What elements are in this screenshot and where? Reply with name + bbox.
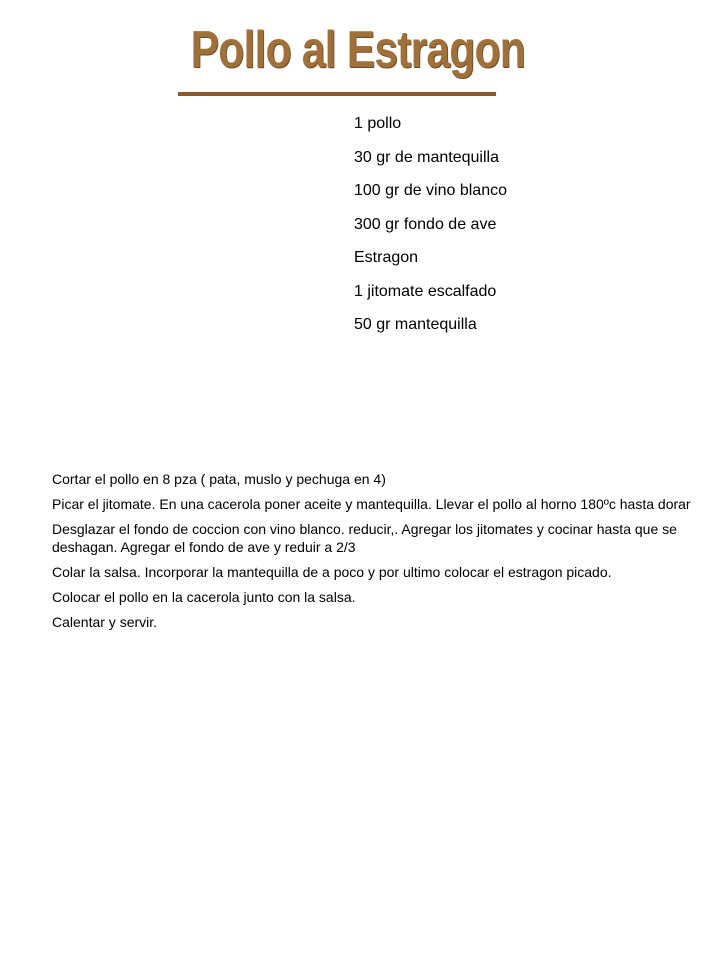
ingredient-item: 1 jitomate escalfado <box>354 282 497 300</box>
step-item: Desglazar el fondo de coccion con vino blanco. reducir,. Agregar los jitomates y cocinar hasta que se deshagan. Agregar el fondo de ave y reduir a 2/3 <box>52 521 677 555</box>
step-item: Picar el jitomate. En una cacerola poner aceite y mantequilla. Llevar el pollo al horno 180ºc hasta dorar <box>52 496 691 512</box>
preparation-steps <box>52 470 692 638</box>
ingredient-item: 1 pollo <box>354 115 402 132</box>
ingredient-item: 30 gr de mantequilla <box>354 148 499 166</box>
recipe-title: Pollo al Estragon <box>190 21 525 79</box>
ingredient-item: 100 gr de vino blanco <box>354 182 507 199</box>
ingredients-list <box>354 114 507 349</box>
step-item: Cortar el pollo en 8 pza ( pata, muslo y pechuga en 4) <box>52 471 386 487</box>
step-item: Colar la salsa. Incorporar la mantequilla de a poco y por ultimo colocar el estragon picado. <box>52 564 612 580</box>
ingredient-item: 50 gr mantequilla <box>354 316 477 333</box>
title-underline <box>178 92 496 96</box>
step-item: Colocar el pollo en la cacerola junto con la salsa. <box>52 589 356 605</box>
ingredient-item: 300 gr fondo de ave <box>354 215 497 233</box>
step-item: Calentar y servir. <box>52 614 158 630</box>
ingredient-item: Estragon <box>354 249 419 266</box>
